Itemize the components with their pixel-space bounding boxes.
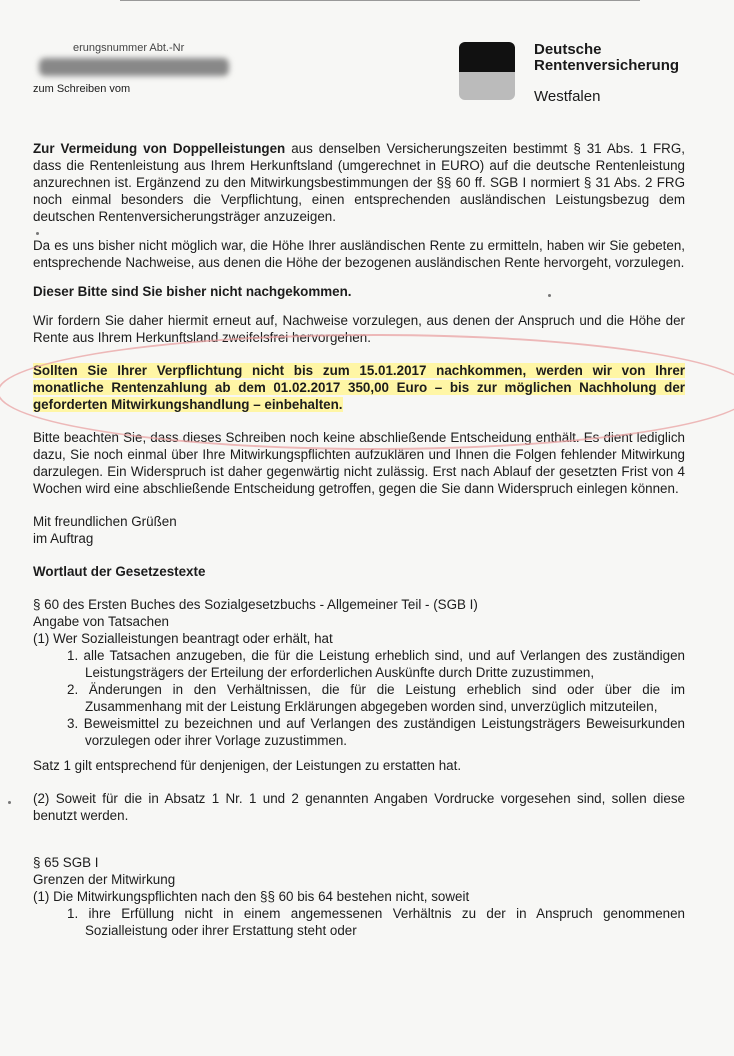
logo-region: Westfalen <box>534 88 601 105</box>
logo-line-1: Deutsche <box>534 41 602 58</box>
paragraph-request-history: Da es uns bisher nicht möglich war, die Höhe Ihrer ausländischen Rente zu ermitteln, haben wir Sie gebeten, entsprechende Nachweise, aus denen die Höhe der bezogenen ausländischen Rente hervorgeht, vorzulegen. <box>33 238 685 270</box>
scan-speck <box>36 232 39 235</box>
s60-item-1: 1. alle Tatsachen anzugeben, die für die Leistung erheblich sind, und auf Verlangen des zuständigen Leistungsträgers der Erteilung der erforderlichen Auskünfte durch Dritte zuzustimmen, <box>67 648 685 680</box>
s65-title: § 65 SGB I <box>33 855 99 870</box>
s60-clause-2: (2) Soweit für die in Absatz 1 Nr. 1 und 2 genannten Angaben Vordrucke vorgesehen sind, sollen diese benutzt werden. <box>33 791 685 823</box>
top-rule <box>120 0 640 1</box>
highlighted-warning <box>33 362 685 413</box>
greeting: Mit freundlichen Grüßen <box>33 514 177 529</box>
paragraph-renewed-request: Wir fordern Sie daher hiermit erneut auf, Nachweise vorzulegen, aus denen der Anspruch und die Höhe der Rente aus Ihrem Herkunftsland zweifelsfrei hervorgehen. <box>33 313 685 345</box>
logo-line-2: Rentenversicherung <box>534 57 680 74</box>
letter-body <box>33 140 685 939</box>
reference-label: erungsnummer Abt.-Nr <box>73 42 185 54</box>
bold-lead: Zur Vermeidung von Doppelleistungen <box>33 141 286 156</box>
redacted-reference <box>33 56 229 81</box>
s60-item-3: 3. Beweismittel zu bezeichnen und auf Verlangen des zuständigen Leistungsträgers Beweisurkunden vorzulegen oder ihrer Vorlage zuzustimmen. <box>67 716 685 748</box>
s60-clause-1: (1) Wer Sozialleistungen beantragt oder erhält, hat <box>33 631 333 646</box>
s60-satz: Satz 1 gilt entsprechend für denjenigen, der Leistungen zu erstatten hat. <box>33 758 462 773</box>
paragraph-notice: Bitte beachten Sie, dass dieses Schreiben noch keine abschließende Entscheidung enthält. Es dient lediglich dazu, Sie noch einmal über Ihre Mitwirkungspflichten aufzuklären und Ihnen die Folgen fehlender Mitwirkung darzulegen. Ein Widerspruch ist daher gegenwärtig nicht zulässig. Erst nach Ablauf der gesetzten Frist von 4 Wochen wird eine abschließende Entscheidung getroffen, gegen die Sie dann Widerspruch einlegen können. <box>33 430 685 496</box>
reference-sub-label: zum Schreiben vom <box>33 83 131 95</box>
drv-logo-icon <box>459 42 515 100</box>
s60-subtitle: Angabe von Tatsachen <box>33 614 169 629</box>
paragraph-not-complied: Dieser Bitte sind Sie bisher nicht nachgekommen. <box>33 284 352 299</box>
s65-clause-1: (1) Die Mitwirkungspflichten nach den §§ 60 bis 64 bestehen nicht, soweit <box>33 889 470 904</box>
s60-item-2: 2. Änderungen in den Verhältnissen, die für die Leistung erheblich sind oder über die im Zusammenhang mit der Leistung Erklärungen abgegeben worden sind, unverzüglich mitzuteilen, <box>67 682 685 714</box>
s60-title: § 60 des Ersten Buches des Sozialgesetzbuchs - Allgemeiner Teil - (SGB I) <box>33 597 478 612</box>
law-section-title: Wortlaut der Gesetzestexte <box>33 564 206 579</box>
scan-speck <box>8 801 11 804</box>
s65-item-1: 1. ihre Erfüllung nicht in einem angemessenen Verhältnis zu der in Anspruch genommenen Sozialleistung oder ihrer Erstattung steht oder <box>67 906 685 938</box>
logo-name <box>534 42 679 74</box>
scan-speck <box>548 294 551 297</box>
red-ellipse-marking <box>0 334 734 450</box>
warning-text: Sollten Sie Ihrer Verpflichtung nicht bis zum 15.01.2017 nachkommen, werden wir von Ihrer monatliche Rentenzahlung ab dem 01.02.2017 350,00 Euro – bis zur möglichen Nachholung der geforderten Mitwirkungshandlung – einbehalten. <box>33 363 685 412</box>
s65-subtitle: Grenzen der Mitwirkung <box>33 872 176 887</box>
greeting-order: im Auftrag <box>33 531 94 546</box>
paragraph-text: aus denselben Versicherungszeiten bestimmt § 31 Abs. 1 FRG, dass die Rentenleistung aus Ihrem Herkunftsland (umgerechnet in EURO) auf die deutsche Rentenleistung anzurechnen ist. Ergänzend zu den Mitwirkungsbestimmungen der §§ 60 ff. SGB I normiert § 31 Abs. 2 FRG noch einmal besonders die Verpflichtung, einen entsprechenden ausländischen Leistungsbezug dem deutschen Rentenversicherungsträger anzuzeigen. <box>33 141 685 224</box>
reference-block <box>33 40 229 97</box>
paragraph-double-benefits <box>33 140 685 225</box>
